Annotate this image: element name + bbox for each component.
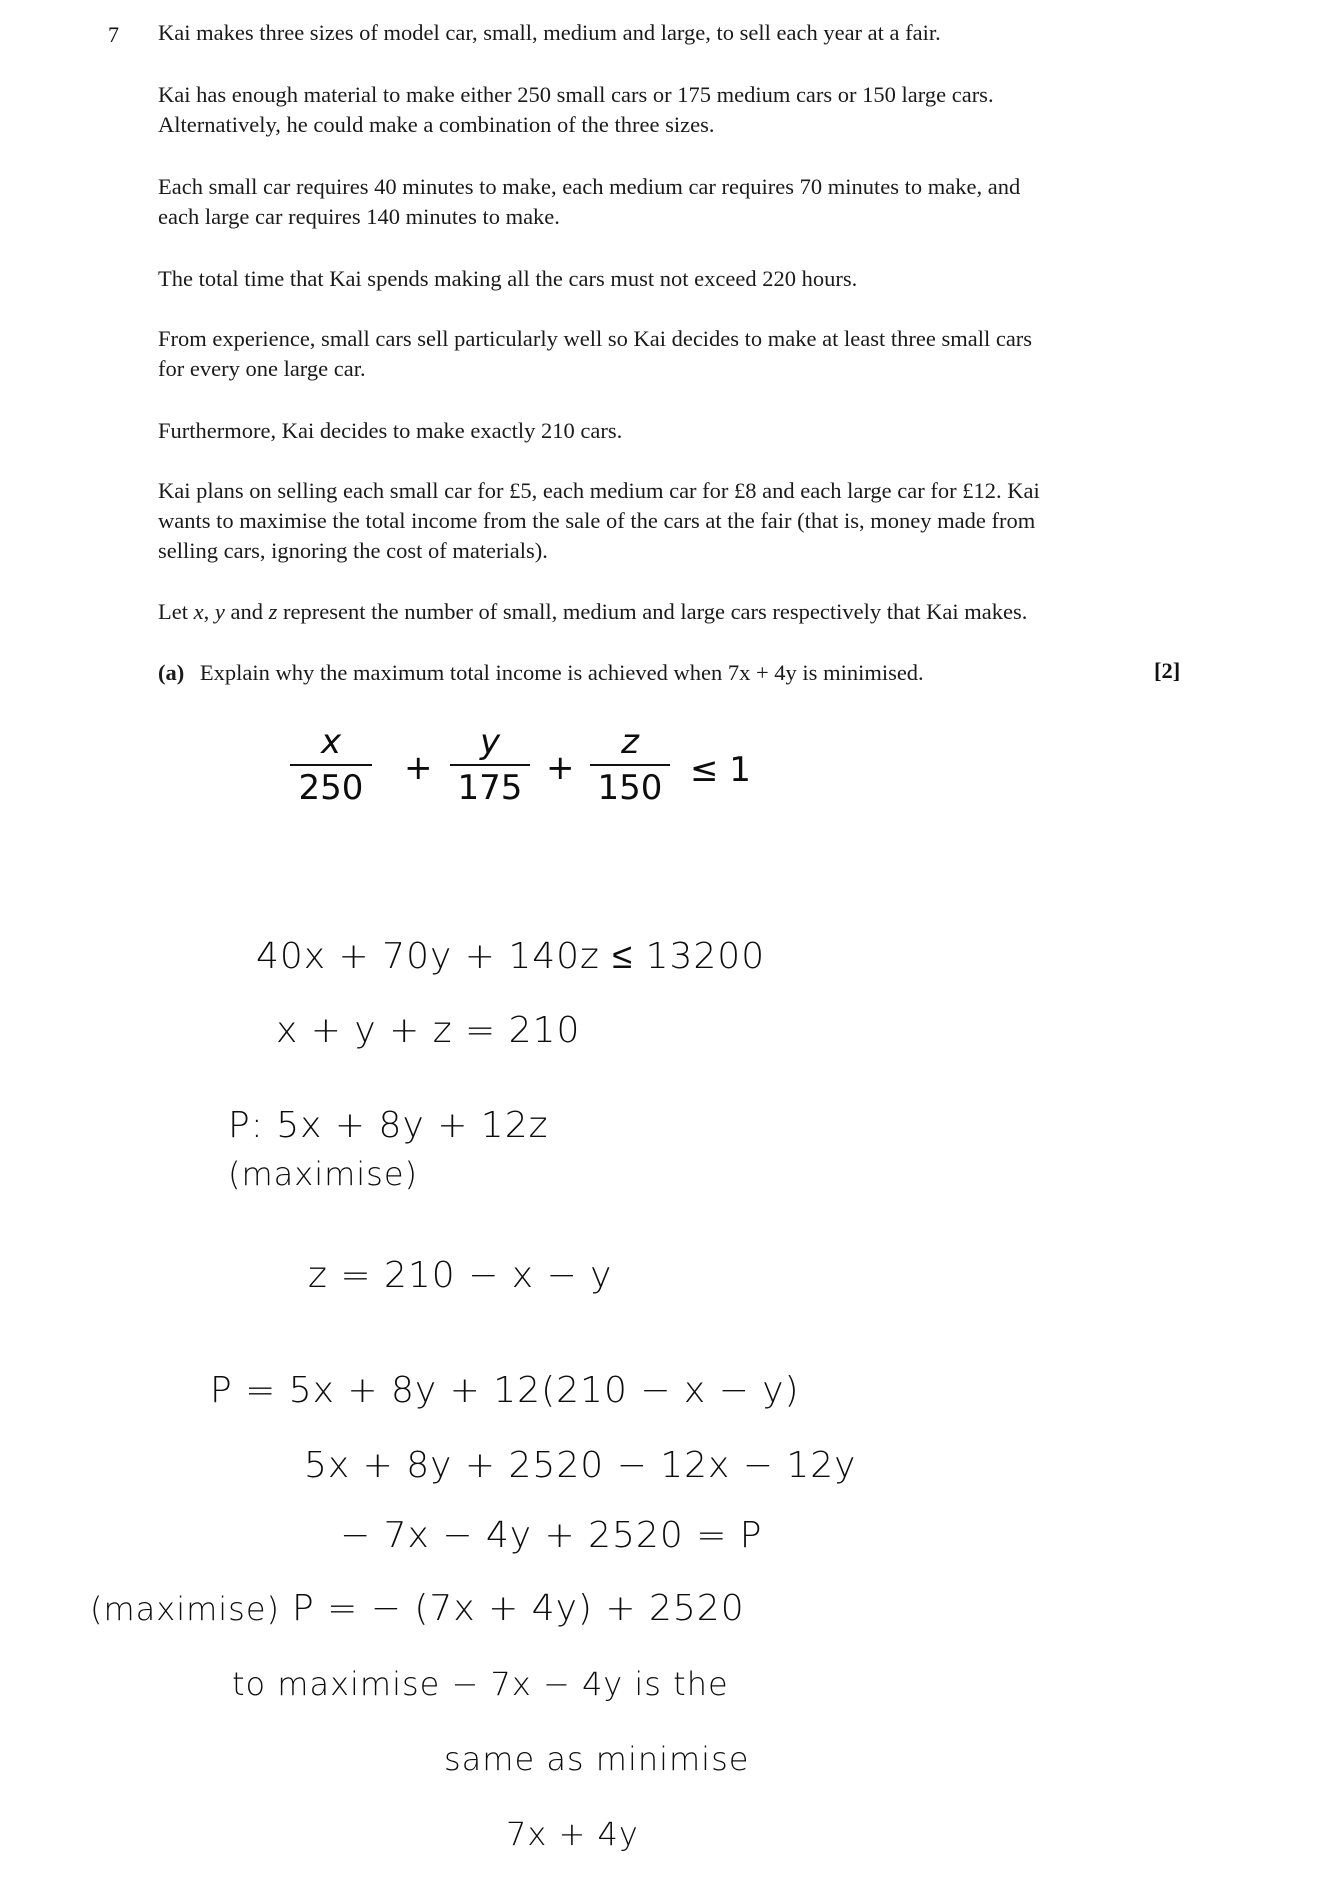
text-line: The total time that Kai spends making all the cars must not exceed 220 hours. bbox=[158, 266, 858, 291]
total-constraint: x + y + z = 210 bbox=[276, 1010, 581, 1051]
time-constraint: 40x + 70y + 140z ≤ 13200 bbox=[256, 936, 766, 977]
fraction-numerator: x bbox=[320, 722, 342, 762]
paragraph-intro bbox=[158, 18, 1208, 48]
paragraph-ratio bbox=[158, 324, 1208, 384]
fraction-x-250 bbox=[290, 722, 372, 808]
text-line: Each small car requires 40 minutes to make, each medium car requires 70 minutes to make, and bbox=[158, 174, 1021, 199]
text-line: From experience, small cars sell particularly well so Kai decides to make at least three small cars bbox=[158, 326, 1033, 351]
text-line: Furthermore, Kai decides to make exactly 210 cars. bbox=[158, 418, 623, 443]
paragraph-prices bbox=[158, 476, 1208, 566]
fraction-bar bbox=[290, 764, 372, 766]
text-let: Let bbox=[158, 599, 188, 624]
fraction-numerator: y bbox=[479, 722, 501, 762]
fraction-y-175 bbox=[450, 722, 530, 808]
var-z: z bbox=[268, 599, 278, 624]
maximise-note: (maximise) bbox=[90, 1590, 280, 1628]
paragraph-total-cars bbox=[158, 416, 1208, 446]
marks-badge: [2] bbox=[1154, 658, 1181, 683]
fraction-z-150 bbox=[590, 722, 670, 808]
conclusion-line-2: same as minimise bbox=[444, 1740, 750, 1778]
objective-function: P: 5x + 8y + 12z bbox=[228, 1105, 549, 1146]
fraction-numerator: z bbox=[621, 722, 639, 762]
text-line: Kai has enough material to make either 250 small cars or 175 medium cars or 150 large cars. bbox=[158, 82, 994, 107]
part-a bbox=[158, 658, 1208, 688]
text-sep: and bbox=[224, 599, 269, 624]
text-line: wants to maximise the total income from the sale of the cars at the fair (that is, money made from bbox=[158, 508, 1036, 533]
fraction-denominator: 150 bbox=[597, 768, 663, 808]
working-line-1: P = 5x + 8y + 12(210 − x − y) bbox=[210, 1370, 800, 1411]
fraction-bar bbox=[590, 764, 670, 766]
plus-sign: + bbox=[546, 748, 575, 788]
paragraph-total-time bbox=[158, 264, 1208, 294]
var-y: y bbox=[214, 599, 225, 624]
fraction-bar bbox=[450, 764, 530, 766]
paragraph-variables bbox=[158, 597, 1208, 627]
fraction-denominator: 250 bbox=[298, 768, 364, 808]
working-line-4: P = − (7x + 4y) + 2520 bbox=[292, 1588, 745, 1629]
working-line-2: 5x + 8y + 2520 − 12x − 12y bbox=[304, 1445, 857, 1486]
working-line-3: − 7x − 4y + 2520 = P bbox=[340, 1515, 763, 1556]
text-rest: represent the number of small, medium and large cars respectively that Kai makes. bbox=[277, 599, 1028, 624]
substitution-line: z = 210 − x − y bbox=[308, 1255, 613, 1296]
plus-sign: + bbox=[404, 748, 433, 788]
text-line: each large car requires 140 minutes to make. bbox=[158, 204, 560, 229]
part-a-label: (a) bbox=[158, 660, 185, 685]
fraction-denominator: 175 bbox=[457, 768, 523, 808]
paragraph-material bbox=[158, 80, 1208, 140]
question-number: 7 bbox=[108, 22, 119, 47]
text-line: Kai makes three sizes of model car, small, medium and large, to sell each year at a fair. bbox=[158, 20, 941, 45]
conclusion-line-1: to maximise − 7x − 4y is the bbox=[232, 1665, 729, 1703]
objective-note: (maximise) bbox=[228, 1155, 418, 1193]
var-x: x bbox=[193, 599, 204, 624]
paragraph-time-per-car bbox=[158, 172, 1208, 232]
text-sep: , bbox=[203, 599, 215, 624]
text-line: Kai plans on selling each small car for £5, each medium car for £8 and each large car for £12. Kai bbox=[158, 478, 1040, 503]
part-a-text: Explain why the maximum total income is achieved when 7x + 4y is minimised. bbox=[199, 660, 924, 685]
conclusion-line-3: 7x + 4y bbox=[506, 1815, 639, 1853]
less-equal-one: ≤ 1 bbox=[690, 750, 751, 790]
text-line: for every one large car. bbox=[158, 356, 366, 381]
text-line: Alternatively, he could make a combination of the three sizes. bbox=[158, 112, 715, 137]
text-line: selling cars, ignoring the cost of materials). bbox=[158, 538, 548, 563]
